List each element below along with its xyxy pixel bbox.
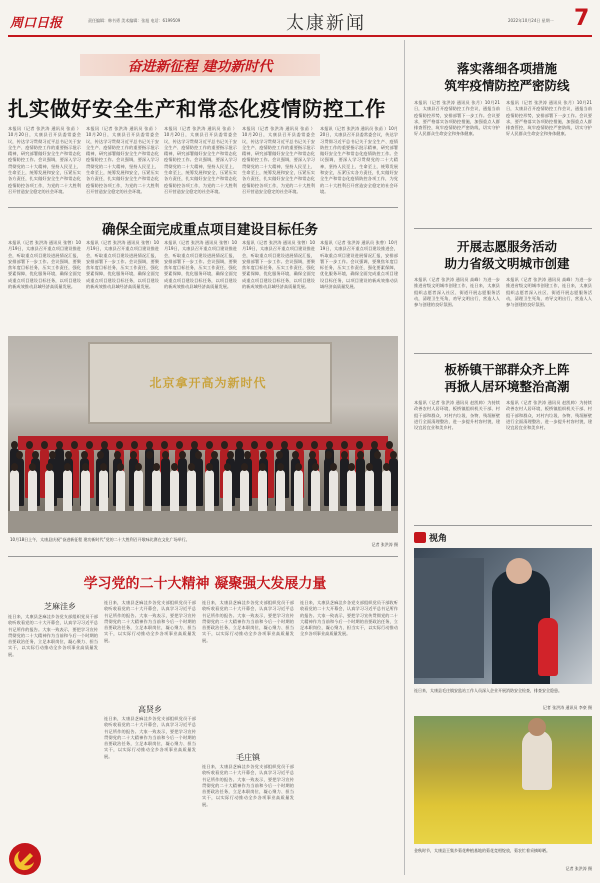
- choir-member-head: [81, 451, 88, 459]
- choir-member: [152, 470, 161, 512]
- right3-col1: 本报讯（记者 张洪涛 通讯员 赵凯帅）为持续改善农村人居环境，板桥镇组织机关干部、村组干部和群众，对村内垃圾、杂物、残垣断壁进行全面清理整治，进一步提升村容村貌，建设宜居宜业和美乡村。: [414, 400, 500, 431]
- shelf: [414, 558, 484, 678]
- choir-member: [63, 470, 72, 512]
- choir-member-head: [82, 463, 89, 471]
- photo-credit: 记者 张洪涛 摄: [371, 542, 398, 547]
- choir-member-head: [325, 451, 332, 459]
- choir-member: [161, 458, 170, 506]
- choir-member-head: [171, 463, 178, 471]
- choir-member-head: [130, 451, 137, 459]
- choir-member-head: [114, 451, 121, 459]
- choir-member-head: [11, 463, 18, 471]
- choir-member-head: [236, 441, 243, 449]
- camera-icon: [414, 532, 426, 543]
- choir-member: [347, 470, 356, 512]
- choir-member: [99, 470, 108, 512]
- photo-steps: [8, 511, 398, 533]
- choir-member-head: [195, 451, 202, 459]
- study-byline3: 毛庄镇: [236, 753, 260, 762]
- choir-member-head: [131, 441, 138, 449]
- choir-member-head: [65, 451, 72, 459]
- choir-member-head: [16, 451, 23, 459]
- choir-member: [170, 470, 179, 512]
- lead-body-col3: 本报讯（记者 张洪涛 通讯员 张苗 ）10月20日，太康县召开县委常委会议，传达学习贯彻习近平总书记关于安全生产、疫情防控工作的重要指示批示精神，研究部署做好安全生产和常态化疫情防控工作。会议强调，要深入学习贯彻党的二十大精神，坚持人民至上、生命至上，统筹发展和安全，压紧压实各方责任，扎实做好安全生产和常态化疫情防控各项工作，为党的二十大胜利召开营造安全稳定的社会环境。: [164, 126, 237, 194]
- story2-col4: 本报讯（记者 张洪涛 通讯员 张曾）10月19日，太康县召开重点项目建设推进会，听取重点项目建设进展情况汇报，安排部署下一步工作。会议强调，要聚焦年度目标任务，压实工作责任，强化要素保障，优化服务环境，确保全面完成重点项目建设目标任务，以项目建设的新成效推动县域经济高质量发展。: [242, 240, 315, 290]
- right3-col2: 本报讯（记者 张洪涛 通讯员 赵凯帅）为持续改善农村人居环境，板桥镇组织机关干部、村组干部和群众，对村内垃圾、杂物、残垣断壁进行全面清理整治，进一步提升村容村貌，建设宜居宜业和美乡村。: [506, 400, 592, 431]
- choir-member: [116, 470, 125, 512]
- choir-member-head: [251, 441, 258, 449]
- choir-member: [258, 470, 267, 512]
- story2-col2: 本报讯（记者 张洪涛 通讯员 张曾）10月19日，太康县召开重点项目建设推进会，听取重点项目建设进展情况汇报，安排部署下一步工作。会议强调，要聚焦年度目标任务，压实工作责任，强化要素保障，优化服务环境，确保全面完成重点项目建设目标任务，以项目建设的新成效推动县域经济高质量发展。: [86, 240, 159, 290]
- choir-member-head: [326, 441, 333, 449]
- perspective-text: 视角: [429, 534, 448, 544]
- photo2-credit: 记者 张洪涛 摄: [565, 866, 592, 871]
- choir-member-head: [281, 441, 288, 449]
- choir-member-head: [146, 451, 153, 459]
- choir-member-head: [224, 463, 231, 471]
- farmer: [522, 730, 552, 790]
- choir-member: [373, 458, 382, 506]
- story2-col5: 本报讯（记者 张洪涛 通讯员 张曾）10月19日，太康县召开重点项目建设推进会，听取重点项目建设进展情况汇报，安排部署下一步工作。会议强调，要聚焦年度目标任务，压实工作责任，强化要素保障，优化服务环境，确保全面完成重点项目建设目标任务，以项目建设的新成效推动县域经济高质量发展。: [320, 240, 398, 290]
- choir-member-head: [374, 451, 381, 459]
- editor-info: 责任编辑：韩书勇 美术编辑：张旭 电话：6199509: [88, 18, 181, 23]
- choir-member-head: [386, 441, 393, 449]
- chrysanthemum-photo: [414, 716, 592, 844]
- choir-member: [187, 470, 196, 512]
- choir-member-head: [356, 441, 363, 449]
- choir-member-head: [277, 463, 284, 471]
- issue-date: 2022年10月24日 星期一: [508, 18, 554, 23]
- choir-member-head: [146, 441, 153, 449]
- study-headline: 学习党的二十大精神 凝聚强大发展力量: [83, 576, 327, 592]
- choir-member: [365, 470, 374, 512]
- study-col2b: 连日来，太康县芝麻洼乡各党支部组织党员干部收听收看党的二十大开幕会，认真学习习近平总书记所作的报告。大家一致表示，要把学习宣传贯彻党的二十大精神作为当前和今后一个时期的首要政治任务，立足本职岗位，凝心聚力、担当实干，以实际行动推动全乡各项事业高质量发展。: [104, 716, 196, 759]
- choir-member: [240, 470, 249, 512]
- choir-member: [178, 458, 187, 506]
- photo1-credit: 记者 张洪涛 通讯员 李豪 摄: [542, 705, 592, 710]
- choir-member: [45, 470, 54, 512]
- choir-member-head: [56, 441, 63, 449]
- choir-member-head: [100, 463, 107, 471]
- choir-member-head: [101, 441, 108, 449]
- study-col3: 连日来，太康县芝麻洼乡各党支部组织党员干部收听收看党的二十大开幕会，认真学习习近平总书记所作的报告。大家一致表示，要把学习宣传贯彻党的二十大精神作为当前和今后一个时期的首要政治任务，立足本职岗位，凝心聚力、担当实干，以实际行动推动全乡各项事业高质量发展。: [202, 600, 294, 643]
- choir-member: [382, 470, 391, 512]
- column-separator: [404, 40, 405, 875]
- study-col1: 连日来，太康县芝麻洼乡各党支部组织党员干部收听收看党的二十大开幕会，认真学习习近平总书记所作的报告。大家一致表示，要把学习宣传贯彻党的二十大精神作为当前和今后一个时期的首要政治任务，立足本职岗位，凝心聚力、担当实干，以实际行动推动全乡各项事业高质量发展。: [8, 614, 98, 657]
- choir-member-head: [390, 451, 397, 459]
- paper-name: 周口日报: [10, 16, 63, 31]
- lead-body-col2: 本报讯（记者 张洪涛 通讯员 张苗 ）10月20日，太康县召开县委常委会议，传达学习贯彻习近平总书记关于安全生产、疫情防控工作的重要指示批示精神，研究部署做好安全生产和常态化疫情防控工作。会议强调，要深入学习贯彻党的二十大精神，坚持人民至上、生命至上，统筹发展和安全，压紧压实各方责任，扎实做好安全生产和常态化疫情防控各项工作，为党的二十大胜利召开营造安全稳定的社会环境。: [86, 126, 159, 194]
- choir-member: [276, 470, 285, 512]
- choir-member-head: [296, 441, 303, 449]
- choir-member: [356, 458, 365, 506]
- slogan-text: 奋进新征程 建功新时代: [127, 59, 273, 75]
- choir-member-head: [206, 441, 213, 449]
- choir-member-head: [26, 441, 33, 449]
- choir-member: [81, 470, 90, 512]
- choir-member-head: [311, 441, 318, 449]
- choir-member-head: [295, 463, 302, 471]
- choir-member-head: [341, 451, 348, 459]
- choir-member-head: [276, 451, 283, 459]
- choir-member: [311, 470, 320, 512]
- choir-member-head: [41, 441, 48, 449]
- choir-member-head: [266, 441, 273, 449]
- lead-headline: 扎实做好安全生产和常态化疫情防控工作: [8, 97, 386, 121]
- right2-col2: 本报讯（记者 张洪涛 通讯员 高峰）为进一步推进省级文明城市创建工作，连日来，太康县组织志愿者深入社区、街道开展志愿服务活动，清理卫生死角，劝导文明出行，营造人人参与创建的良好氛围。: [506, 277, 592, 308]
- photo-caption: 10月18日上午，太康县庆祝“奋进新征程 建功新时代”党的二十大胜利召开歌咏比赛在文化广场举行。: [10, 537, 190, 542]
- study-col4: 连日来，太康县芝麻洼乡各党支部组织党员干部收听收看党的二十大开幕会，认真学习习近平总书记所作的报告。大家一致表示，要把学习宣传贯彻党的二十大精神作为当前和今后一个时期的首要政治任务，立足本职岗位，凝心聚力、担当实干，以实际行动推动全乡各项事业高质量发展。: [300, 600, 398, 637]
- choir-member-head: [366, 463, 373, 471]
- choir-member: [329, 470, 338, 512]
- choir-member: [134, 470, 143, 512]
- choir-photo: [8, 336, 398, 533]
- right1-headline: 落实落细各项措施 筑牢疫情防控严密防线: [444, 61, 570, 93]
- lead-body-col1: 本报讯（记者 张洪涛 通讯员 张苗 ）10月20日，太康县召开县委常委会议，传达学习贯彻习近平总书记关于安全生产、疫情防控工作的重要指示批示精神，研究部署做好安全生产和常态化疫情防控工作。会议强调，要深入学习贯彻党的二十大精神，坚持人民至上、生命至上，统筹发展和安全，压紧压实各方责任，扎实做好安全生产和常态化疫情防控各项工作，为党的二十大胜利召开营造安全稳定的社会环境。: [8, 126, 81, 194]
- choir-member-head: [161, 441, 168, 449]
- worker-head: [506, 558, 532, 584]
- masthead: [8, 6, 592, 34]
- choir-member-head: [191, 441, 198, 449]
- choir-member-head: [244, 451, 251, 459]
- divider: [414, 353, 592, 354]
- section-title: 太康新闻: [286, 13, 366, 34]
- divider: [414, 228, 592, 229]
- study-col2: 连日来，太康县芝麻洼乡各党支部组织党员干部收听收看党的二十大开幕会，认真学习习近平总书记所作的报告。大家一致表示，要把学习宣传贯彻党的二十大精神作为当前和今后一个时期的首要政治任务，立足本职岗位，凝心聚力、担当实干，以实际行动推动全乡各项事业高质量发展。: [104, 600, 196, 643]
- choir-member-head: [116, 441, 123, 449]
- choir-member: [223, 470, 232, 512]
- choir-member-head: [49, 451, 56, 459]
- slogan-banner: [80, 54, 320, 76]
- masthead-rule: [8, 35, 592, 37]
- choir-member-head: [86, 441, 93, 449]
- study-col3b: 连日来，太康县芝麻洼乡各党支部组织党员干部收听收看党的二十大开幕会，认真学习习近平总书记所作的报告。大家一致表示，要把学习宣传贯彻党的二十大精神作为当前和今后一个时期的首要政治任务，立足本职岗位，凝心聚力、担当实干，以实际行动推动全乡各项事业高质量发展。: [202, 764, 294, 807]
- choir-member-head: [348, 463, 355, 471]
- choir-member: [28, 470, 37, 512]
- choir-member: [294, 470, 303, 512]
- choir-member-head: [179, 451, 186, 459]
- party-emblem-icon: [8, 842, 42, 876]
- divider: [414, 525, 592, 526]
- right2-headline: 开展志愿服务活动 助力省级文明城市创建: [444, 239, 570, 271]
- farmer-head: [528, 718, 546, 736]
- choir-member-head: [309, 451, 316, 459]
- photo-sign: 北京拿开高为新时代: [149, 376, 267, 390]
- story2-col1: 本报讯（记者 张洪涛 通讯员 张曾）10月19日，太康县召开重点项目建设推进会，听取重点项目建设进展情况汇报，安排部署下一步工作。会议强调，要聚焦年度目标任务，压实工作责任，强化要素保障，优化服务环境，确保全面完成重点项目建设目标任务，以项目建设的新成效推动县域经济高质量发展。: [8, 240, 81, 290]
- page-number: 7: [574, 6, 590, 31]
- right1-col2: 本报讯（记者 张洪涛 通讯员 张月）10月21日，太康县召开疫情防控工作会议，通报当前疫情防控形势，安排部署下一步工作。会议要求，要严格落实各项防控措施，加强重点人群排查管控，筑牢疫情防控严密防线，切实守护好人民群众生命安全和身体健康。: [506, 100, 592, 137]
- choir-member: [205, 470, 214, 512]
- photo2-caption: 金秋时节，太康县王集乡菊花种植基地的菊花竞相绽放，菊农忙着采摘晾晒。: [414, 848, 550, 853]
- choir-member-head: [206, 463, 213, 471]
- right1-col1: 本报讯（记者 张洪涛 通讯员 张月）10月21日，太康县召开疫情防控工作会议，通报当前疫情防控形势，安排部署下一步工作。会议要求，要严格落实各项防控措施，加强重点人群排查管控，筑牢疫情防控严密防线，切实守护好人民群众生命安全和身体健康。: [414, 100, 500, 137]
- choir-member: [10, 470, 19, 512]
- choir-member-head: [71, 441, 78, 449]
- choir-member-head: [176, 441, 183, 449]
- choir-member-head: [211, 451, 218, 459]
- choir-member-head: [29, 463, 36, 471]
- fire-check-photo: [414, 548, 592, 684]
- divider: [8, 556, 398, 557]
- right2-col1: 本报讯（记者 张洪涛 通讯员 高峰）为进一步推进省级文明城市创建工作，连日来，太康县组织志愿者深入社区、街道开展志愿服务活动，清理卫生死角，劝导文明出行，营造人人参与创建的良好氛围。: [414, 277, 500, 308]
- choir-member-head: [341, 441, 348, 449]
- choir-member-head: [260, 451, 267, 459]
- photo1-caption: 连日来，太康县毛庄镇安监站工作人员深入企业开展消防安全检查，排查安全隐患。: [414, 688, 562, 693]
- lead-body-col5: 本报讯（记者 张洪涛 通讯员 张苗 ）10月20日，太康县召开县委常委会议，传达学习贯彻习近平总书记关于安全生产、疫情防控工作的重要指示批示精神，研究部署做好安全生产和常态化疫情防控工作。会议强调，要深入学习贯彻党的二十大精神，坚持人民至上、生命至上，统筹发展和安全，压紧压实各方责任，扎实做好安全生产和常态化疫情防控各项工作，为党的二十大胜利召开营造安全稳定的社会环境。: [320, 126, 398, 194]
- choir-member-head: [11, 441, 18, 449]
- lead-body-col4: 本报讯（记者 张洪涛 通讯员 张苗 ）10月20日，太康县召开县委常委会议，传达学习贯彻习近平总书记关于安全生产、疫情防控工作的重要指示批示精神，研究部署做好安全生产和常态化疫情防控工作。会议强调，要深入学习贯彻党的二十大精神，坚持人民至上、生命至上，统筹发展和安全，压紧压实各方责任，扎实做好安全生产和常态化疫情防控各项工作，为党的二十大胜利召开营造安全稳定的社会环境。: [242, 126, 315, 194]
- choir-group: [8, 336, 398, 533]
- study-byline1: 芝麻洼乡: [44, 602, 76, 611]
- story2-col3: 本报讯（记者 张洪涛 通讯员 张曾）10月19日，太康县召开重点项目建设推进会，听取重点项目建设进展情况汇报，安排部署下一步工作。会议强调，要聚焦年度目标任务，压实工作责任，强化要素保障，优化服务环境，确保全面完成重点项目建设目标任务，以项目建设的新成效推动县域经济高质量发展。: [164, 240, 237, 290]
- right3-headline: 板桥镇干部群众齐上阵 再掀人居环境整治高潮: [444, 362, 570, 394]
- choir-member-head: [153, 463, 160, 471]
- divider: [8, 207, 398, 208]
- choir-member-head: [371, 441, 378, 449]
- study-byline2: 高贤乡: [138, 705, 162, 714]
- fire-extinguisher: [538, 618, 558, 676]
- story2-headline: 确保全面完成重点项目建设目标任务: [102, 222, 318, 238]
- choir-member-head: [221, 441, 228, 449]
